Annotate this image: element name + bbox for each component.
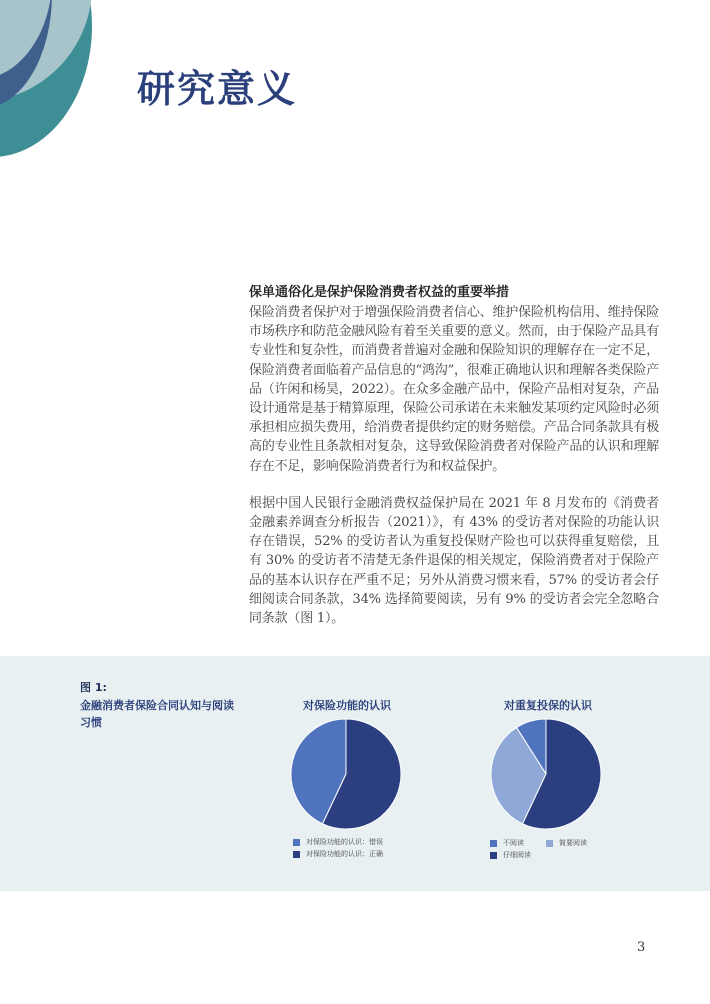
legend-swatch bbox=[293, 851, 300, 858]
chart-2-title: 对重复投保的认识 bbox=[504, 699, 592, 712]
legend-item bbox=[546, 837, 587, 849]
page-title: 研究意义 bbox=[137, 66, 298, 111]
pie-chart-2 bbox=[490, 718, 602, 830]
legend-label: 对保险功能的认识：错误 bbox=[306, 838, 383, 846]
legend-item bbox=[293, 836, 383, 848]
pie-chart-1 bbox=[290, 718, 402, 830]
body-section bbox=[249, 283, 659, 628]
legend-item bbox=[490, 849, 620, 861]
legend-swatch bbox=[546, 840, 553, 847]
legend-swatch bbox=[490, 852, 497, 859]
figure-label: 图 1: bbox=[80, 681, 107, 694]
section-heading: 保单通俗化是保护保险消费者权益的重要举措 bbox=[249, 285, 510, 300]
page-number: 3 bbox=[637, 940, 646, 955]
chart-1-title: 对保险功能的认识 bbox=[303, 699, 391, 712]
legend-swatch bbox=[293, 839, 300, 846]
legend-item bbox=[490, 837, 524, 849]
paragraph-1: 保险消费者保护对于增强保险消费者信心、维护保险机构信用、维持保险市场秩序和防范金融风险有着至关重要的意义。然而，由于保险产品具有专业性和复杂性，而消费者普遍对金融和保险知识的理解存在一定不足，保险消费者面临着产品信息的“鸿沟”，很难正确地认识和理解各类保险产品（许闲和杨昊，2022）。在众多金融产品中，保险产品相对复杂，产品设计通常是基于精算原理，保险公司承诺在未来触发某项约定风险时必须承担相应损失费用，给消费者提供约定的财务赔偿。产品合同条款具有极高的专业性且条款相对复杂，这导致保险消费者对保险产品的认识和理解存在不足，影响保险消费者行为和权益保护。 bbox=[249, 305, 659, 474]
legend-label: 简要阅读 bbox=[559, 839, 587, 847]
paragraph-2: 根据中国人民银行金融消费权益保护局在 2021 年 8 月发布的《消费者金融素养调查分析报告（2021）》，有 43% 的受访者对保险的功能认识存在错误，52% 的受访者认为重复投保财产险也可以获得重复赔偿，且有 30% 的受访者不清楚无条件退保的相关规定，保险消费者对于保险产品的基本认识存在严重不足；另外从消费习惯来看，57% 的受访者会仔细阅读合同条款，34% 选择简要阅读，另有 9% 的受访者会完全忽略合同条款（图 1）。 bbox=[249, 495, 659, 627]
corner-decoration bbox=[0, 0, 110, 160]
legend-swatch bbox=[490, 840, 497, 847]
chart-2-legend bbox=[490, 837, 620, 861]
legend-label: 仔细阅读 bbox=[503, 851, 531, 859]
figure-title: 金融消费者保险合同认知与阅读习惯 bbox=[80, 699, 234, 729]
legend-label: 对保险功能的认识：正确 bbox=[306, 850, 383, 858]
legend-label: 不阅读 bbox=[503, 839, 524, 847]
legend-item bbox=[293, 848, 383, 860]
figure-panel bbox=[0, 656, 710, 891]
chart-1-legend bbox=[293, 836, 383, 860]
